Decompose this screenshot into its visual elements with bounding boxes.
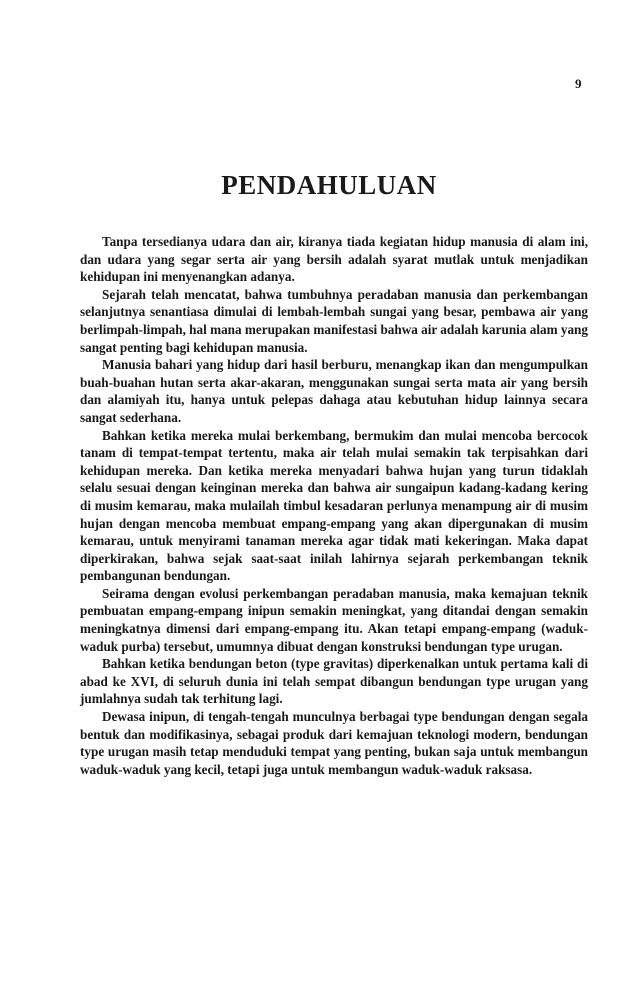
body-text [80, 233, 588, 778]
paragraph: Bahkan ketika mereka mulai berkembang, bermukim dan mulai mencoba bercocok tanam di tempat-tempat tertentu, maka air telah mulai semakin tak terpisahkan dari kehidupan mereka. Dan ketika mereka menyadari bahwa hujan yang turun tidaklah selalu sesuai dengan keinginan mereka dan bahwa air sungaipun kadang-kadang kering di musim kemarau, maka mulailah timbul kesadaran perlunya menampung air di musim hujan dengan mencoba membuat empang-empang yang akan dipergunakan di musim kemarau, untuk menyirami tanaman mereka agar tidak mati kekeringan. Maka dapat diperkirakan, bahwa sejak saat-saat inilah lahirnya sejarah perkembangan teknik pembangunan bendungan. [80, 427, 588, 584]
paragraph: Seirama dengan evolusi perkembangan peradaban manusia, maka kemajuan teknik pembuatan empang-empang inipun semakin meningkat, yang ditandai dengan semakin meningkatnya dimensi dari empang-empang itu. Akan tetapi empang-empang (waduk-waduk purba) tersebut, umumnya dibuat dengan konstruksi bendungan type urugan. [80, 585, 588, 654]
paragraph: Tanpa tersedianya udara dan air, kiranya tiada kegiatan hidup manusia di alam ini, dan udara yang segar serta air yang bersih adalah syarat mutlak untuk menjadikan kehidupan ini menyenangkan adanya. [80, 234, 588, 285]
paragraph: Dewasa inipun, di tengah-tengah munculnya berbagai type bendungan dengan segala bentuk dan modifikasinya, sebagai produk dari kemajuan teknologi modern, bendungan type urugan masih tetap menduduki tempat yang penting, bukan saja untuk membangun waduk-waduk yang kecil, tetapi juga untuk membangun waduk-waduk raksasa. [80, 709, 588, 777]
paragraph: Sejarah telah mencatat, bahwa tumbuhnya peradaban manusia dan perkembangan selanjutnya senantiasa dimulai di lembah-lembah sungai yang besar, pembawa air yang berlimpah-limpah, hal mana merupakan manifestasi bahwa air adalah karunia alam yang sangat penting bagi kehidupan manusia. [80, 286, 588, 355]
paragraph: Manusia bahari yang hidup dari hasil berburu, menangkap ikan dan mengumpulkan buah-buahan hutan serta akar-akaran, menggunakan sungai serta mata air yang bersih dan alamiyah itu, hanya untuk pelepas dahaga atau kebutuhan hidup lainnya secara sangat sederhana. [80, 357, 588, 425]
chapter-title: PENDAHULUAN [221, 170, 437, 200]
paragraph: Bahkan ketika bendungan beton (type gravitas) diperkenalkan untuk pertama kali di abad ke XVI, di seluruh dunia ini telah sempat dibangun bendungan type urugan yang jumlahnya sudah tak terhitung lagi. [80, 656, 588, 707]
page-number: 9 [575, 76, 582, 91]
